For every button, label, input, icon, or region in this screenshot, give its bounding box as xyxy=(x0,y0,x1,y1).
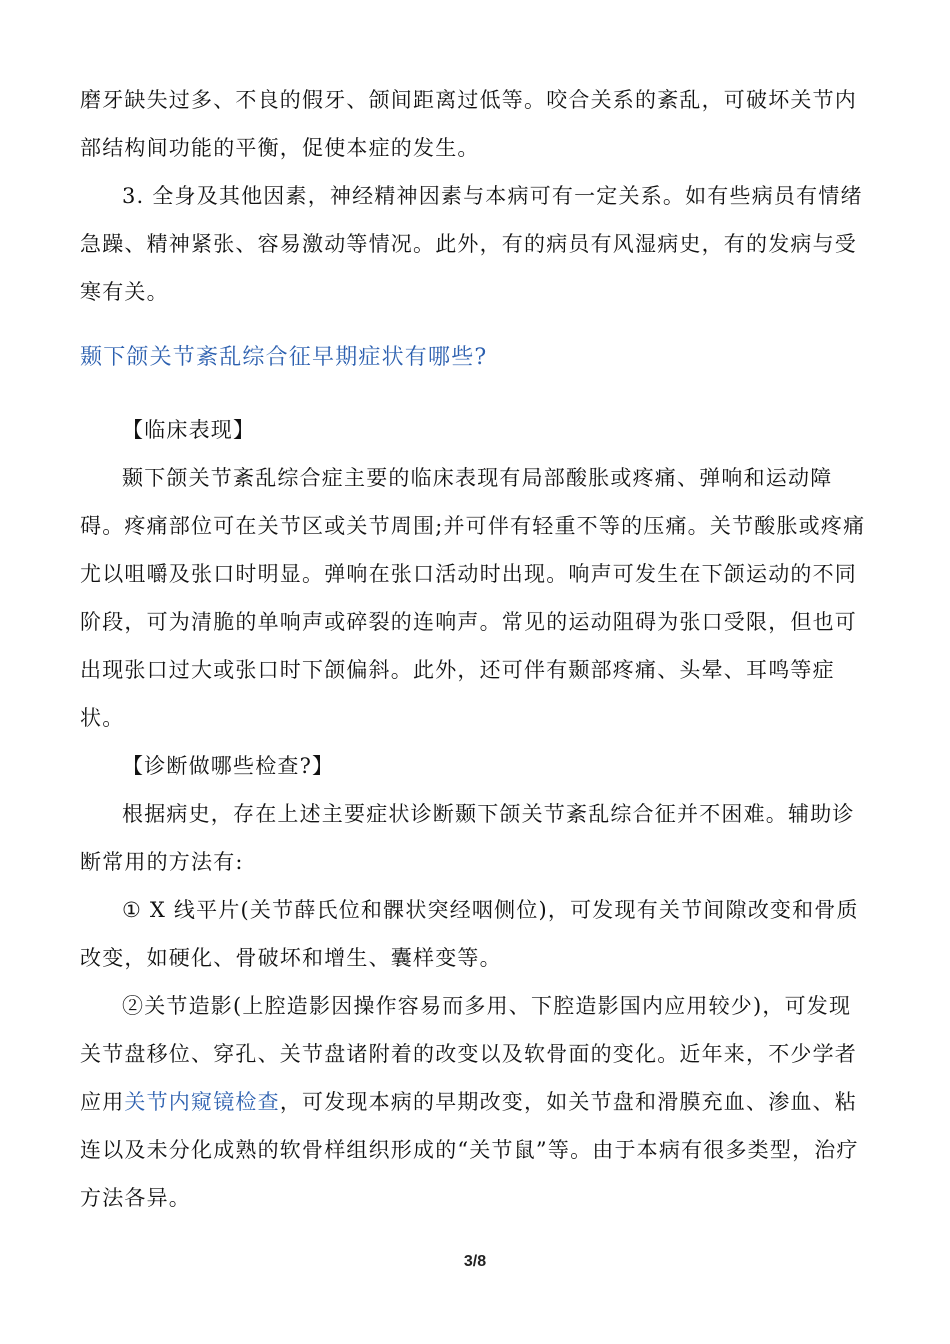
paragraph-clinical: 颞下颌关节紊乱综合症主要的临床表现有局部酸胀或疼痛、弹响和运动障碍。疼痛部位可在关节区或关节周围;并可伴有轻重不等的压痛。关节酸胀或疼痛尤以咀嚼及张口时明显。弹响在张口活动时出现。响声可发生在下颌运动的不同阶段，可为清脆的单响声或碎裂的连响声。常见的运动阻碍为张口受限，但也可出现张口过大或张口时下颌偏斜。此外，还可伴有颞部疼痛、头晕、耳鸣等症状。 xyxy=(80,466,866,730)
arthroscopy-link[interactable]: 关节内窥镜检查 xyxy=(124,1090,280,1114)
label-diagnosis: 【诊断做哪些检查?】 xyxy=(122,754,335,778)
arthrography-text-a: ②关节造影(上腔造影因操作容易而多用、下腔造影国内应用较少)，可发现关节盘移位、穿孔、关节盘诸附着的改变以及软骨面的变化。近年来，不少学者应用 xyxy=(80,994,857,1114)
label-clinical: 【临床表现】 xyxy=(122,418,256,442)
paragraph-arthrography xyxy=(80,982,872,1222)
section-heading: 颞下颌关节紊乱综合征早期症状有哪些? xyxy=(80,345,488,370)
paragraph-xray: ① X 线平片(关节薛氏位和髁状突经咽侧位)，可发现有关节间隙改变和骨质改变，如硬化、骨破坏和增生、囊样变等。 xyxy=(80,898,859,970)
page-number xyxy=(0,1253,950,1271)
arthrography-text-b: ，可发现本病的早期改变，如关节盘和滑膜充血、渗血、粘连以及未分化成熟的软骨样组织形成的“关节鼠”等。由于本病有很多类型，治疗方法各异。 xyxy=(80,1090,859,1210)
paragraph-occlusion: 磨牙缺失过多、不良的假牙、颌间距离过低等。咬合关系的紊乱，可破坏关节内部结构间功能的平衡，促使本症的发生。 xyxy=(80,88,857,160)
paragraph-systemic-factors: 3. 全身及其他因素，神经精神因素与本病可有一定关系。如有些病员有情绪急躁、精神紧张、容易激动等情况。此外，有的病员有风湿病史，有的发病与受寒有关。 xyxy=(80,184,863,304)
page-separator: / xyxy=(472,1253,478,1270)
document-body xyxy=(80,76,872,1222)
paragraph-diagnosis: 根据病史，存在上述主要症状诊断颞下颌关节紊乱综合征并不困难。辅助诊断常用的方法有: xyxy=(80,802,855,874)
page-current: 3 xyxy=(463,1253,473,1270)
page-total: 8 xyxy=(477,1253,487,1270)
